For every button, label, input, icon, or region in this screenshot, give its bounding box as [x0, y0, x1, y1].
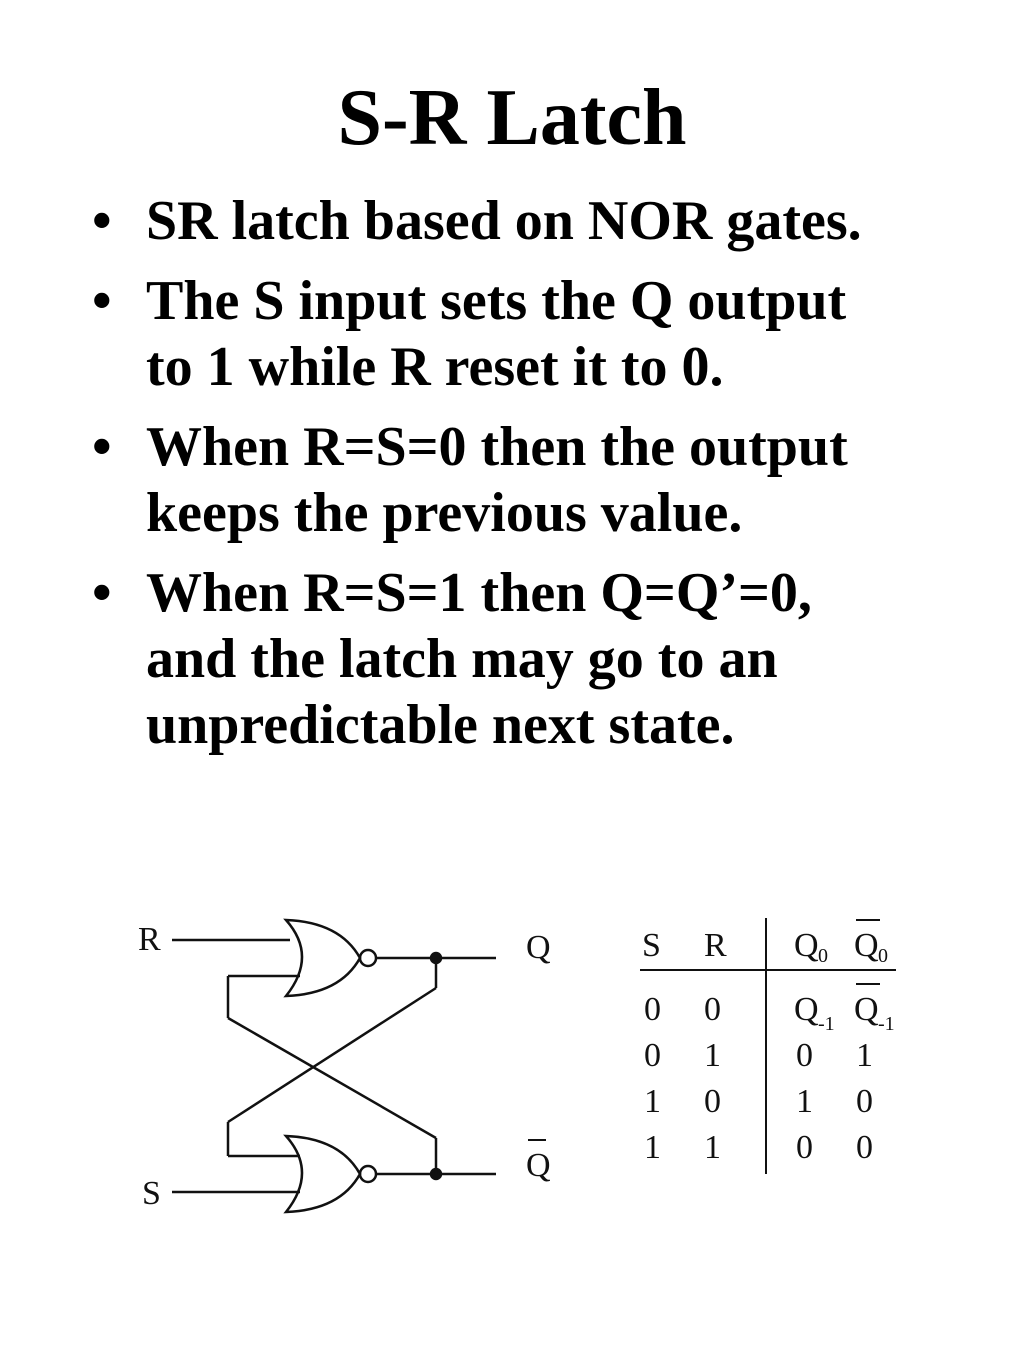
upper-nor-bubble: [360, 950, 376, 966]
bullet-line: When R=S=1 then Q=Q’=0,: [146, 562, 812, 624]
bullet-line: to 1 while R reset it to 0.: [146, 336, 724, 398]
row1-r: 0: [704, 991, 721, 1028]
row1-s: 0: [644, 991, 661, 1028]
upper-nor-gate: [286, 920, 360, 996]
bullet-line: When R=S=0 then the output: [146, 416, 848, 478]
bullet-dot-icon: •: [92, 562, 112, 624]
row1-qbar: Q: [854, 991, 879, 1028]
bullet-dot-icon: •: [92, 190, 112, 252]
cross-wire-1: [228, 1018, 436, 1138]
cross-wire-2: [228, 988, 436, 1122]
row3-q: 1: [796, 1083, 813, 1120]
row4-s: 1: [644, 1129, 661, 1166]
row3-qbar: 0: [856, 1083, 873, 1120]
table-header-q0bar-sub: 0: [878, 945, 888, 967]
table-header-s: S: [642, 927, 661, 964]
r-input-label: R: [138, 921, 161, 958]
truth-table: [640, 918, 896, 1174]
nor-latch-circuit: [172, 920, 496, 1212]
bullet-line: The S input sets the Q output: [146, 270, 847, 332]
row4-q: 0: [796, 1129, 813, 1166]
row1-q-sub: -1: [818, 1013, 835, 1035]
table-header-q0-sub: 0: [818, 945, 828, 967]
row2-r: 1: [704, 1037, 721, 1074]
bullet-dot-icon: •: [92, 416, 112, 478]
table-header-q0bar: Q: [854, 927, 879, 964]
q-bar-output-label: Q: [526, 1147, 551, 1184]
bullet-line: unpredictable next state.: [146, 694, 735, 756]
row1-qbar-sub: -1: [878, 1013, 895, 1035]
table-header-q0: Q: [794, 927, 819, 964]
row3-s: 1: [644, 1083, 661, 1120]
row1-q: Q: [794, 991, 819, 1028]
row4-r: 1: [704, 1129, 721, 1166]
q-output-label: Q: [526, 929, 551, 966]
bullet-dot-icon: •: [92, 270, 112, 332]
row2-qbar: 1: [856, 1037, 873, 1074]
table-header-r: R: [704, 927, 727, 964]
bullet-line: SR latch based on NOR gates.: [146, 190, 862, 252]
s-input-label: S: [142, 1175, 161, 1212]
row3-r: 0: [704, 1083, 721, 1120]
bullet-line: keeps the previous value.: [146, 482, 743, 544]
lower-nor-gate: [286, 1136, 360, 1212]
lower-nor-bubble: [360, 1166, 376, 1182]
slide-title: S-R Latch: [337, 74, 687, 162]
row2-q: 0: [796, 1037, 813, 1074]
row4-qbar: 0: [856, 1129, 873, 1166]
bullet-line: and the latch may go to an: [146, 628, 778, 690]
row2-s: 0: [644, 1037, 661, 1074]
